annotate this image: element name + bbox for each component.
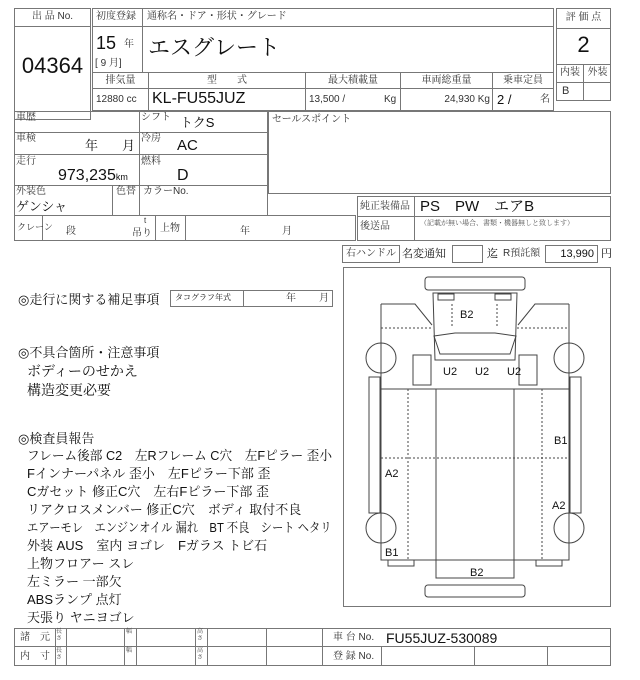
name-label: 通称名・ドア・形状・グレード xyxy=(147,11,287,22)
headlight-left xyxy=(438,294,454,300)
col-displacement: 排気量 xyxy=(105,75,136,86)
exterior-label: 外装 xyxy=(587,67,608,78)
equipment-label: 純正装備品 xyxy=(360,201,410,212)
fuel-label: 燃料 xyxy=(141,156,161,167)
fenders xyxy=(381,304,569,325)
col-capacity: 乗車定員 xyxy=(503,75,543,86)
max-load-unit: Kg xyxy=(384,94,397,105)
shift: トクS xyxy=(180,115,215,130)
dim-height-label: 高さ xyxy=(197,629,204,642)
defect-item: ボディーのせかえ xyxy=(27,363,138,379)
col-max-load: 最大積載量 xyxy=(328,75,378,86)
footer-cell xyxy=(266,628,323,666)
body-label: 上物 xyxy=(160,223,180,234)
gross-weight: 24,930 Kg xyxy=(444,94,490,105)
damage-mark: B2 xyxy=(470,567,484,579)
interior-label: 内装 xyxy=(560,67,580,78)
capacity: 2 / xyxy=(497,92,512,107)
later-label: 後送品 xyxy=(360,221,390,232)
inspector-item: ABSランプ 点灯 xyxy=(27,592,122,607)
inspector-heading: ◎検査員報告 xyxy=(18,431,95,446)
cab xyxy=(433,293,517,360)
inspector-item: 左ミラー 一部欠 xyxy=(27,574,122,589)
dim-width-label: 幅 xyxy=(126,648,133,654)
color: ゲンシャ xyxy=(16,199,68,214)
inner-label: 内 寸 xyxy=(20,651,50,662)
inspection-year-unit: 年 xyxy=(85,138,99,153)
equipment: PS PW エアB xyxy=(420,198,535,215)
side-rail-right xyxy=(570,377,581,513)
crane-ton: t xyxy=(144,216,147,225)
crane-label: クレーン xyxy=(17,222,53,232)
capacity-unit: 名 xyxy=(540,94,550,105)
recycle-label: R預託額 xyxy=(503,248,541,259)
inspector-item: 天張り ヤニヨゴレ xyxy=(27,610,135,625)
tacho-month-unit: 月 xyxy=(319,293,329,304)
shift-label: シフト xyxy=(141,112,171,123)
first-reg-label: 初度登録 xyxy=(96,11,136,22)
body-month-unit: 月 xyxy=(282,226,292,237)
lot-number: 04364 xyxy=(21,53,84,78)
body-outline xyxy=(381,304,569,578)
inspection-month-unit: 月 xyxy=(122,138,136,153)
color-no-label: カラーNo. xyxy=(143,186,189,197)
reg-month-unit: 月 xyxy=(108,58,119,69)
damage-mark: B1 xyxy=(385,547,399,559)
tacho-label: タコグラフ年式 xyxy=(175,293,231,302)
windshield xyxy=(434,333,516,354)
chassis-number: FU55JUZ-530089 xyxy=(386,630,498,646)
max-load: 13,500 / xyxy=(309,94,346,105)
dim-length-label: 長さ xyxy=(56,629,63,642)
mirror-left xyxy=(413,355,431,385)
dim-height-label: 高さ xyxy=(197,648,204,661)
reg-month: 9 xyxy=(100,58,107,69)
inspector-item: Fインナーパネル 歪小 左Fピラー下部 歪 xyxy=(27,466,271,481)
footer-cell xyxy=(381,646,475,666)
mudguard-left xyxy=(388,560,414,566)
reg-year: 15 xyxy=(96,33,117,53)
mudguard-right xyxy=(536,560,562,566)
fuel: D xyxy=(177,167,189,184)
mileage: 973,235 xyxy=(58,167,116,184)
later-note: （記載が無い場合、書類・機器無しと致します） xyxy=(420,220,574,227)
mirror-right xyxy=(519,355,537,385)
lot-label: 出 品 No. xyxy=(31,11,74,22)
sales-point-label: セールスポイント xyxy=(272,114,352,125)
dim-width-label: 幅 xyxy=(126,629,133,635)
mileage-unit: km xyxy=(115,172,128,182)
chassis-label: 車 台 No. xyxy=(333,632,375,643)
inspection-label: 車検 xyxy=(16,133,36,144)
inspector-item: 上物フロアー スレ xyxy=(27,556,135,571)
col-model: 型 式 xyxy=(207,75,247,86)
color-label: 外装色 xyxy=(16,186,46,197)
name-change-label: 名変通知 xyxy=(402,248,446,260)
side-rail-left xyxy=(369,377,380,513)
car-name: エスグレート xyxy=(148,35,281,60)
inspector-item: リアクロスメンバー 修正C穴 ボディ 取付不良 xyxy=(27,502,302,517)
defect-item: 構造変更必要 xyxy=(27,382,111,398)
crane-stage: 段 xyxy=(66,226,76,237)
interior-grade: B xyxy=(562,85,570,97)
headlight-right xyxy=(495,294,511,300)
auction-sheet: 出 品 No. 04364 初度登録 通称名・ドア・形状・グレード 15 年 [ 9 月] エスグレート 排気量 型 式 最大積載量 車両総重量 乗車定員 12880 cc KL-FU55JUZ 13,500 / Kg 24,930 Kg 2 / 名 評 価 点 2 内装 外装 B 車歴 シフト トクS 車検 年 月 冷房 AC 走行 973,235km 燃料 D 外装色 ゲンシャ 色替 カラーNo. クレーン 段 t 吊り 上物 年 月 セールスポイント 純正装備品 PS PW エアB 後送品 （記載が無い場合、書類・機器無しと致します） 右ハンドル 名変通知 迄 R預託額 13,990 円 ◎走行に関する補足事項 タコグラフ年式 年 月 ◎不具合箇所・注意事項 ボディーのせかえ 構造変更必要 ◎検査員報告 フレーム後部 C2 左Rフレーム C穴 左Fピラー 歪小 Fインナーパネル 歪小 左Fピラー下部 歪 Cガセット 修正C穴 左右Fピラー下部 歪 リアクロスメンバー 修正C穴 ボディ 取付不良 エアーモレ エンジンオイル 漏れ BT 不良 シート ヘタリ 外装 AUS 室内 ヨゴレ Fガラス トビ石 上物フロアー スレ 左ミラー 一部欠 ABSランプ 点灯 天張り ヤニヨゴレ B2 U2 U2 U2 B1 A2 A2 B1 B2 諸 元 内 寸 長さ 長さ 幅 幅 高さ 高さ 車 台 No. FU55JUZ-530089 登 録 No. xyxy=(0,0,640,680)
damage-mark: U2 xyxy=(443,366,458,378)
color-change-label: 色替 xyxy=(116,186,136,197)
handle-badge: 右ハンドル xyxy=(342,245,400,263)
inspector-item: 外装 AUS 室内 ヨゴレ Fガラス トビ石 xyxy=(27,538,268,553)
reg-year-unit: 年 xyxy=(124,39,134,50)
grade-score: 2 xyxy=(577,32,590,57)
rear-bumper xyxy=(425,585,525,597)
front-bumper xyxy=(425,277,525,290)
inspector-item: Cガセット 修正C穴 左右Fピラー下部 歪 xyxy=(27,484,269,499)
damage-mark: U2 xyxy=(507,366,522,378)
crane-lift: 吊り xyxy=(132,228,152,239)
until-label: 迄 xyxy=(487,248,498,260)
tacho-year-unit: 年 xyxy=(286,293,296,304)
body-year-unit: 年 xyxy=(240,226,250,237)
damage-mark: A2 xyxy=(552,500,566,512)
inspector-item: エアーモレ エンジンオイル 漏れ BT 不良 シート ヘタリ xyxy=(27,520,332,535)
displacement: 12880 cc xyxy=(96,94,137,105)
reg-label: 登 録 No. xyxy=(333,651,375,662)
model: KL-FU55JUZ xyxy=(152,90,246,107)
col-gross-weight: 車両総重量 xyxy=(421,75,472,86)
damage-mark: U2 xyxy=(475,366,490,378)
defect-heading: ◎不具合箇所・注意事項 xyxy=(18,345,160,360)
damage-mark: B2 xyxy=(460,309,474,321)
mileage-label: 走行 xyxy=(16,156,36,167)
dim-length-label: 長さ xyxy=(56,648,63,661)
recycle-amount: 13,990 xyxy=(560,248,594,260)
ac: AC xyxy=(177,137,198,154)
footer-cell xyxy=(474,646,548,666)
spec-label: 諸 元 xyxy=(20,632,50,643)
damage-mark: A2 xyxy=(385,468,399,480)
damage-mark: B1 xyxy=(554,435,568,447)
mileage-notes-heading: ◎走行に関する補足事項 xyxy=(18,292,160,307)
history-label: 車歴 xyxy=(16,112,36,123)
ac-label: 冷房 xyxy=(141,133,161,144)
inspector-item: フレーム後部 C2 左Rフレーム C穴 左Fピラー 歪小 xyxy=(27,448,332,463)
grade-label: 評 価 点 xyxy=(565,12,602,23)
yen-label: 円 xyxy=(601,248,612,260)
